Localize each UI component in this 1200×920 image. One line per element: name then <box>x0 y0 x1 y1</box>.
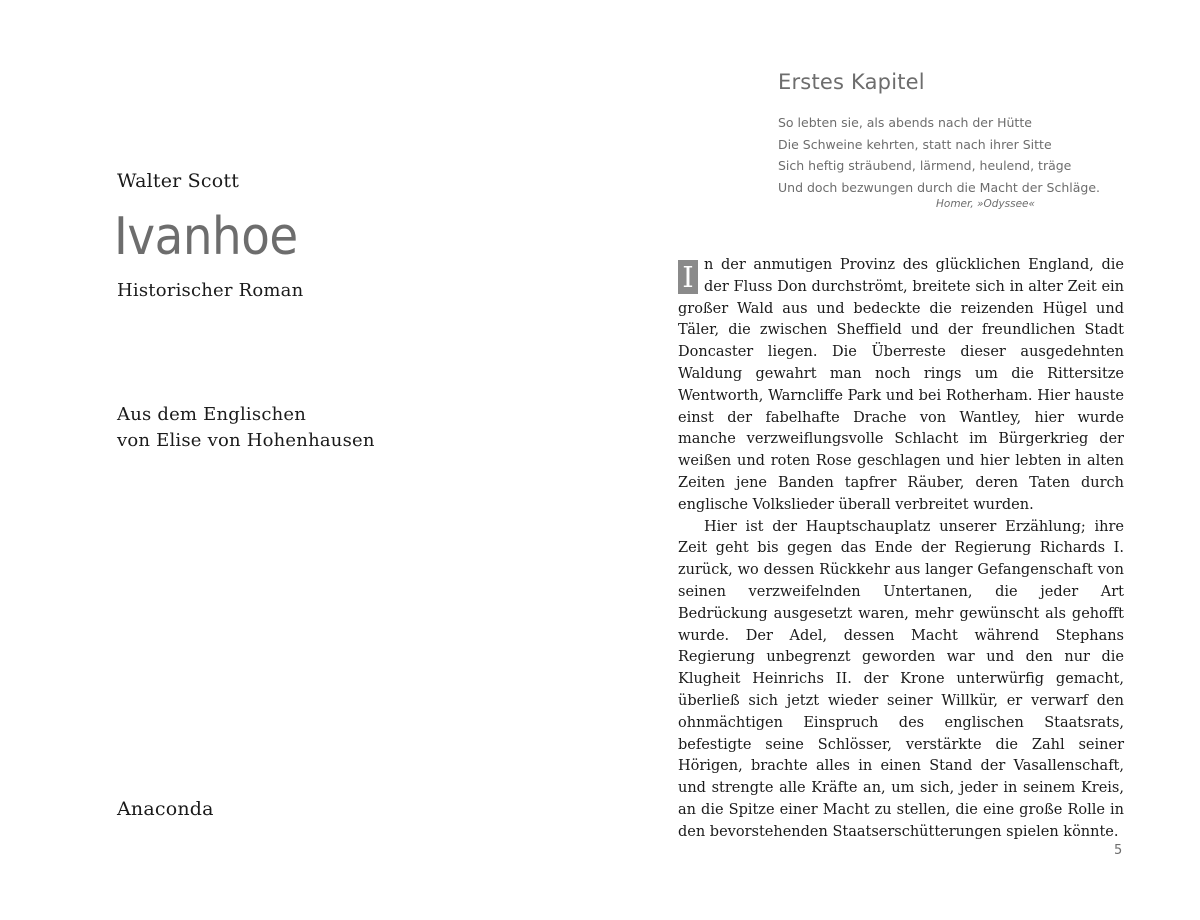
paragraph-2: Hier ist der Hauptschauplatz unserer Erzählung; ihre Zeit geht bis gegen das Ende der Regierung Richards I. zurück, wo dessen Rückkehr aus langer Gefangenschaft von seinen verzweifelnden Untertanen, die jeder Art Bedrückung ausgesetzt waren, mehr gewünscht als gehofft wurde. Der Adel, dessen Macht während Stephans Regierung unbegrenzt geworden war und den nur die Klugheit Heinrichs II. der Krone unterwürfig gemacht, überließ sich jetzt wieder seiner Willkür, er verwarf den ohnmächtigen Einspruch des englischen Staatsrats, befestigte seine Schlösser, verstärkte die Zahl seiner Hörigen, brachte alles in einen Stand der Vasallenschaft, und strengte alle Kräfte an, um sich, jeder in seinem Kreis, an die Spitze einer Macht zu stellen, die eine große Rolle in den bevorstehenden Staatserschütterungen spielen könnte. <box>678 518 1124 840</box>
paragraph-1 <box>678 255 1124 517</box>
dropcap-letter: I <box>678 260 698 294</box>
epigraph-line: So lebten sie, als abends nach der Hütte <box>778 115 1032 130</box>
epigraph-line: Sich heftig sträubend, lärmend, heulend, träge <box>778 158 1072 173</box>
translator-line: von Elise von Hohenhausen <box>117 430 375 451</box>
epigraph <box>778 112 1100 198</box>
epigraph-line: Und doch bezwungen durch die Macht der Schläge. <box>778 179 1100 195</box>
translation-line: Aus dem Englischen <box>117 404 307 425</box>
chapter-heading: Erstes Kapitel <box>778 70 925 94</box>
chapter-body <box>678 255 1124 844</box>
author-name: Walter Scott <box>117 170 240 192</box>
epigraph-line: Die Schweine kehrten, statt nach ihrer Sitte <box>778 136 1052 152</box>
publisher-name: Anaconda <box>117 798 214 820</box>
right-page <box>600 0 1200 920</box>
epigraph-source: Homer, »Odyssee« <box>936 198 1036 210</box>
book-title: Ivanhoe <box>114 207 298 267</box>
page-number: 5 <box>1114 843 1123 858</box>
paragraph-1-text: n der anmutigen Provinz des glücklichen England, die der Fluss Don durchströmt, breitete sich in alter Zeit ein großer Wald aus und bedeckte die reizenden Hügel und Täler, die zwischen Sheffield und der freundlichen Stadt Doncaster liegen. Die Überreste dieser ausgedehnten Waldung gewahrt man noch rings um die Rittersitze Wentworth, Warncliffe Park und bei Rotherham. Hier hauste einst der fabelhafte Drache von Wantley, hier wurde manche verzweiflungsvolle Schlacht im Bürgerkrieg der weißen und roten Rose geschlagen und hier lebten in alten Zeiten jene Banden tapfrer Räuber, deren Taten durch englische Volkslieder überall verbreitet wurden. <box>678 257 1124 513</box>
translation-credit <box>117 402 375 454</box>
book-subtitle: Historischer Roman <box>117 280 304 301</box>
